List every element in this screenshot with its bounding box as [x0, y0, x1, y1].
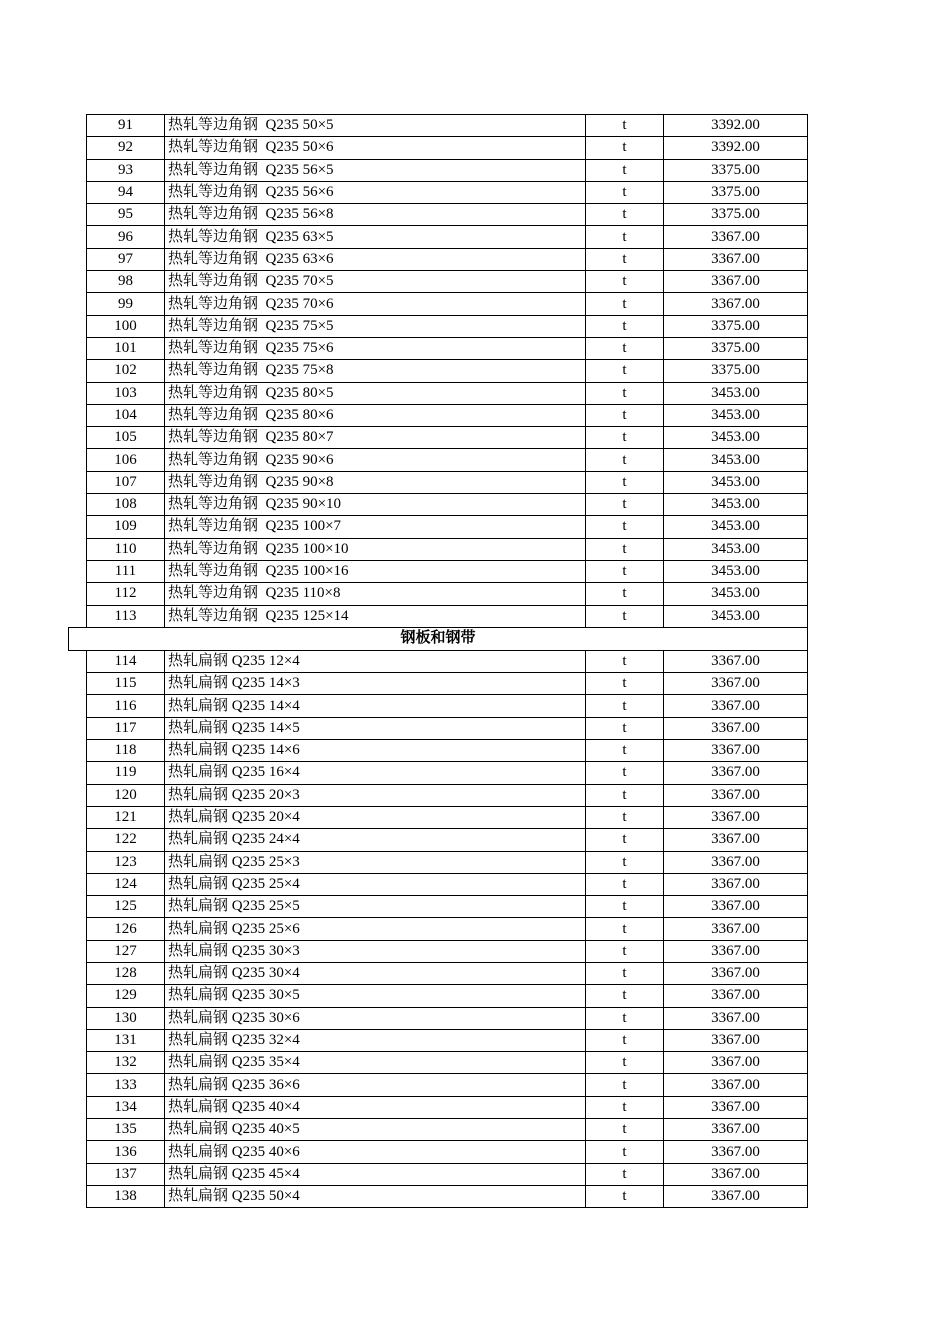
row-description-cell: 热轧等边角钢 Q235 100×10 [165, 538, 586, 560]
table-row [69, 806, 808, 828]
row-description-cell: 热轧扁钢 Q235 25×5 [165, 896, 586, 918]
row-price-cell: 3367.00 [664, 1163, 808, 1185]
row-number-cell: 99 [87, 293, 165, 315]
row-description-cell: 热轧等边角钢 Q235 50×6 [165, 137, 586, 159]
row-price-cell: 3375.00 [664, 337, 808, 359]
row-unit-cell: t [586, 1119, 664, 1141]
row-unit-cell: t [586, 494, 664, 516]
row-description-cell: 热轧等边角钢 Q235 100×7 [165, 516, 586, 538]
row-description-cell: 热轧扁钢 Q235 40×4 [165, 1096, 586, 1118]
table-row [69, 605, 808, 627]
row-unit-cell: t [586, 1029, 664, 1051]
table-row [69, 1029, 808, 1051]
row-number-cell: 126 [87, 918, 165, 940]
table-row [69, 673, 808, 695]
table-row [69, 226, 808, 248]
row-description-cell: 热轧等边角钢 Q235 56×6 [165, 181, 586, 203]
row-price-cell: 3367.00 [664, 673, 808, 695]
row-unit-cell: t [586, 560, 664, 582]
row-description-cell: 热轧扁钢 Q235 30×6 [165, 1007, 586, 1029]
row-description-cell: 热轧等边角钢 Q235 125×14 [165, 605, 586, 627]
row-unit-cell: t [586, 404, 664, 426]
row-left-spacer [69, 985, 87, 1007]
row-price-cell: 3367.00 [664, 271, 808, 293]
section-header-label: 钢板和钢带 [69, 627, 808, 650]
table-row [69, 449, 808, 471]
row-number-cell: 109 [87, 516, 165, 538]
row-price-cell: 3367.00 [664, 248, 808, 270]
row-number-cell: 100 [87, 315, 165, 337]
row-description-cell: 热轧等边角钢 Q235 75×6 [165, 337, 586, 359]
table-row [69, 404, 808, 426]
row-description-cell: 热轧等边角钢 Q235 80×5 [165, 382, 586, 404]
row-description-cell: 热轧扁钢 Q235 12×4 [165, 650, 586, 672]
row-left-spacer [69, 940, 87, 962]
table-row [69, 471, 808, 493]
row-price-cell: 3367.00 [664, 1052, 808, 1074]
row-description-cell: 热轧扁钢 Q235 50×4 [165, 1185, 586, 1207]
table-row [69, 873, 808, 895]
row-unit-cell: t [586, 181, 664, 203]
table-row [69, 1052, 808, 1074]
row-price-cell: 3453.00 [664, 605, 808, 627]
price-table [68, 114, 808, 1208]
row-description-cell: 热轧扁钢 Q235 25×3 [165, 851, 586, 873]
table-row [69, 248, 808, 270]
row-price-cell: 3367.00 [664, 1074, 808, 1096]
row-price-cell: 3453.00 [664, 382, 808, 404]
row-left-spacer [69, 962, 87, 984]
row-description-cell: 热轧扁钢 Q235 14×6 [165, 740, 586, 762]
row-number-cell: 119 [87, 762, 165, 784]
row-unit-cell: t [586, 516, 664, 538]
row-price-cell: 3453.00 [664, 494, 808, 516]
row-unit-cell: t [586, 271, 664, 293]
row-price-cell: 3367.00 [664, 1029, 808, 1051]
table-row [69, 159, 808, 181]
row-price-cell: 3367.00 [664, 784, 808, 806]
row-unit-cell: t [586, 985, 664, 1007]
row-number-cell: 97 [87, 248, 165, 270]
row-number-cell: 102 [87, 360, 165, 382]
table-row [69, 494, 808, 516]
table-row [69, 315, 808, 337]
row-left-spacer [69, 873, 87, 895]
row-price-cell: 3367.00 [664, 940, 808, 962]
row-number-cell: 125 [87, 896, 165, 918]
row-description-cell: 热轧等边角钢 Q235 56×8 [165, 204, 586, 226]
row-number-cell: 133 [87, 1074, 165, 1096]
table-row [69, 829, 808, 851]
row-left-spacer [69, 650, 87, 672]
row-left-spacer [69, 695, 87, 717]
row-description-cell: 热轧等边角钢 Q235 110×8 [165, 583, 586, 605]
row-unit-cell: t [586, 360, 664, 382]
row-number-cell: 124 [87, 873, 165, 895]
table-row [69, 1141, 808, 1163]
row-price-cell: 3367.00 [664, 1096, 808, 1118]
row-left-spacer [69, 1096, 87, 1118]
row-number-cell: 135 [87, 1119, 165, 1141]
row-number-cell: 130 [87, 1007, 165, 1029]
row-price-cell: 3367.00 [664, 293, 808, 315]
table-row [69, 851, 808, 873]
row-description-cell: 热轧等边角钢 Q235 63×5 [165, 226, 586, 248]
table-row [69, 762, 808, 784]
row-unit-cell: t [586, 226, 664, 248]
row-left-spacer [69, 851, 87, 873]
row-left-spacer [69, 1141, 87, 1163]
row-left-spacer [69, 829, 87, 851]
row-unit-cell: t [586, 1163, 664, 1185]
row-price-cell: 3367.00 [664, 740, 808, 762]
row-left-spacer [69, 1119, 87, 1141]
table-row [69, 717, 808, 739]
row-number-cell: 117 [87, 717, 165, 739]
row-unit-cell: t [586, 717, 664, 739]
row-description-cell: 热轧扁钢 Q235 20×3 [165, 784, 586, 806]
row-number-cell: 93 [87, 159, 165, 181]
row-left-spacer [69, 315, 87, 337]
table-row [69, 650, 808, 672]
row-price-cell: 3367.00 [664, 806, 808, 828]
table-row [69, 560, 808, 582]
row-unit-cell: t [586, 248, 664, 270]
row-left-spacer [69, 115, 87, 137]
row-price-cell: 3453.00 [664, 538, 808, 560]
row-description-cell: 热轧扁钢 Q235 30×3 [165, 940, 586, 962]
row-price-cell: 3453.00 [664, 516, 808, 538]
row-price-cell: 3392.00 [664, 137, 808, 159]
row-unit-cell: t [586, 382, 664, 404]
row-unit-cell: t [586, 159, 664, 181]
row-unit-cell: t [586, 1007, 664, 1029]
row-description-cell: 热轧扁钢 Q235 14×3 [165, 673, 586, 695]
row-description-cell: 热轧等边角钢 Q235 75×8 [165, 360, 586, 382]
row-unit-cell: t [586, 1096, 664, 1118]
row-unit-cell: t [586, 695, 664, 717]
row-number-cell: 98 [87, 271, 165, 293]
row-price-cell: 3367.00 [664, 1119, 808, 1141]
row-description-cell: 热轧等边角钢 Q235 70×5 [165, 271, 586, 293]
row-price-cell: 3367.00 [664, 695, 808, 717]
row-left-spacer [69, 293, 87, 315]
table-row [69, 896, 808, 918]
row-description-cell: 热轧等边角钢 Q235 50×5 [165, 115, 586, 137]
table-row [69, 271, 808, 293]
row-number-cell: 92 [87, 137, 165, 159]
table-row [69, 940, 808, 962]
row-left-spacer [69, 337, 87, 359]
table-row [69, 337, 808, 359]
row-left-spacer [69, 382, 87, 404]
table-row [69, 1185, 808, 1207]
row-number-cell: 101 [87, 337, 165, 359]
row-number-cell: 118 [87, 740, 165, 762]
row-unit-cell: t [586, 115, 664, 137]
row-price-cell: 3453.00 [664, 583, 808, 605]
row-left-spacer [69, 762, 87, 784]
row-price-cell: 3367.00 [664, 226, 808, 248]
row-left-spacer [69, 673, 87, 695]
table-row [69, 918, 808, 940]
row-price-cell: 3375.00 [664, 360, 808, 382]
row-left-spacer [69, 1052, 87, 1074]
row-unit-cell: t [586, 605, 664, 627]
row-description-cell: 热轧扁钢 Q235 20×4 [165, 806, 586, 828]
row-left-spacer [69, 583, 87, 605]
row-description-cell: 热轧扁钢 Q235 16×4 [165, 762, 586, 784]
row-unit-cell: t [586, 1185, 664, 1207]
row-unit-cell: t [586, 449, 664, 471]
row-unit-cell: t [586, 918, 664, 940]
row-number-cell: 94 [87, 181, 165, 203]
row-unit-cell: t [586, 873, 664, 895]
row-left-spacer [69, 1074, 87, 1096]
row-description-cell: 热轧等边角钢 Q235 90×6 [165, 449, 586, 471]
table-row [69, 1074, 808, 1096]
row-left-spacer [69, 271, 87, 293]
row-number-cell: 113 [87, 605, 165, 627]
row-description-cell: 热轧扁钢 Q235 24×4 [165, 829, 586, 851]
row-number-cell: 137 [87, 1163, 165, 1185]
table-row [69, 204, 808, 226]
row-unit-cell: t [586, 784, 664, 806]
row-left-spacer [69, 137, 87, 159]
row-description-cell: 热轧扁钢 Q235 32×4 [165, 1029, 586, 1051]
price-table-body [69, 115, 808, 1208]
row-unit-cell: t [586, 137, 664, 159]
row-unit-cell: t [586, 204, 664, 226]
row-number-cell: 129 [87, 985, 165, 1007]
row-left-spacer [69, 740, 87, 762]
table-row [69, 784, 808, 806]
row-price-cell: 3367.00 [664, 896, 808, 918]
row-description-cell: 热轧扁钢 Q235 14×5 [165, 717, 586, 739]
row-number-cell: 108 [87, 494, 165, 516]
table-row [69, 516, 808, 538]
row-left-spacer [69, 717, 87, 739]
table-row [69, 962, 808, 984]
row-unit-cell: t [586, 762, 664, 784]
row-left-spacer [69, 896, 87, 918]
table-row [69, 538, 808, 560]
row-left-spacer [69, 516, 87, 538]
row-left-spacer [69, 204, 87, 226]
row-number-cell: 128 [87, 962, 165, 984]
row-number-cell: 96 [87, 226, 165, 248]
row-left-spacer [69, 494, 87, 516]
row-left-spacer [69, 1185, 87, 1207]
row-price-cell: 3367.00 [664, 829, 808, 851]
row-description-cell: 热轧扁钢 Q235 14×4 [165, 695, 586, 717]
row-price-cell: 3375.00 [664, 181, 808, 203]
row-number-cell: 95 [87, 204, 165, 226]
row-price-cell: 3367.00 [664, 985, 808, 1007]
row-number-cell: 105 [87, 427, 165, 449]
row-description-cell: 热轧扁钢 Q235 45×4 [165, 1163, 586, 1185]
row-description-cell: 热轧等边角钢 Q235 80×6 [165, 404, 586, 426]
row-price-cell: 3367.00 [664, 1007, 808, 1029]
row-left-spacer [69, 784, 87, 806]
row-price-cell: 3367.00 [664, 717, 808, 739]
row-left-spacer [69, 1007, 87, 1029]
row-description-cell: 热轧扁钢 Q235 35×4 [165, 1052, 586, 1074]
row-number-cell: 104 [87, 404, 165, 426]
row-price-cell: 3367.00 [664, 1185, 808, 1207]
row-left-spacer [69, 806, 87, 828]
table-row [69, 1119, 808, 1141]
table-row [69, 583, 808, 605]
row-left-spacer [69, 471, 87, 493]
row-price-cell: 3367.00 [664, 1141, 808, 1163]
row-unit-cell: t [586, 538, 664, 560]
table-row [69, 360, 808, 382]
row-left-spacer [69, 360, 87, 382]
row-number-cell: 121 [87, 806, 165, 828]
row-number-cell: 138 [87, 1185, 165, 1207]
row-unit-cell: t [586, 583, 664, 605]
row-number-cell: 107 [87, 471, 165, 493]
row-price-cell: 3453.00 [664, 449, 808, 471]
row-unit-cell: t [586, 337, 664, 359]
row-description-cell: 热轧等边角钢 Q235 63×6 [165, 248, 586, 270]
row-unit-cell: t [586, 315, 664, 337]
row-left-spacer [69, 918, 87, 940]
row-unit-cell: t [586, 650, 664, 672]
row-description-cell: 热轧等边角钢 Q235 80×7 [165, 427, 586, 449]
row-description-cell: 热轧等边角钢 Q235 75×5 [165, 315, 586, 337]
row-description-cell: 热轧扁钢 Q235 40×5 [165, 1119, 586, 1141]
row-number-cell: 123 [87, 851, 165, 873]
table-row [69, 181, 808, 203]
row-description-cell: 热轧等边角钢 Q235 90×10 [165, 494, 586, 516]
row-left-spacer [69, 248, 87, 270]
row-left-spacer [69, 181, 87, 203]
table-row [69, 1096, 808, 1118]
row-description-cell: 热轧扁钢 Q235 25×4 [165, 873, 586, 895]
row-price-cell: 3367.00 [664, 650, 808, 672]
row-price-cell: 3375.00 [664, 204, 808, 226]
row-price-cell: 3453.00 [664, 471, 808, 493]
row-left-spacer [69, 427, 87, 449]
table-row [69, 382, 808, 404]
table-row [69, 740, 808, 762]
row-number-cell: 127 [87, 940, 165, 962]
row-number-cell: 116 [87, 695, 165, 717]
row-description-cell: 热轧扁钢 Q235 30×5 [165, 985, 586, 1007]
row-unit-cell: t [586, 1074, 664, 1096]
row-number-cell: 114 [87, 650, 165, 672]
row-price-cell: 3453.00 [664, 427, 808, 449]
row-unit-cell: t [586, 806, 664, 828]
row-description-cell: 热轧等边角钢 Q235 70×6 [165, 293, 586, 315]
row-number-cell: 103 [87, 382, 165, 404]
row-description-cell: 热轧扁钢 Q235 40×6 [165, 1141, 586, 1163]
row-price-cell: 3367.00 [664, 962, 808, 984]
table-row [69, 1163, 808, 1185]
row-price-cell: 3367.00 [664, 762, 808, 784]
row-unit-cell: t [586, 740, 664, 762]
row-description-cell: 热轧等边角钢 Q235 100×16 [165, 560, 586, 582]
row-number-cell: 112 [87, 583, 165, 605]
table-row [69, 137, 808, 159]
row-price-cell: 3453.00 [664, 404, 808, 426]
table-row [69, 695, 808, 717]
row-price-cell: 3367.00 [664, 918, 808, 940]
table-row [69, 427, 808, 449]
row-left-spacer [69, 1029, 87, 1051]
row-left-spacer [69, 449, 87, 471]
row-left-spacer [69, 538, 87, 560]
row-left-spacer [69, 605, 87, 627]
row-price-cell: 3367.00 [664, 851, 808, 873]
row-unit-cell: t [586, 940, 664, 962]
table-row [69, 293, 808, 315]
row-number-cell: 110 [87, 538, 165, 560]
row-description-cell: 热轧等边角钢 Q235 56×5 [165, 159, 586, 181]
section-header-row [69, 627, 808, 650]
row-left-spacer [69, 226, 87, 248]
row-number-cell: 122 [87, 829, 165, 851]
row-number-cell: 91 [87, 115, 165, 137]
row-unit-cell: t [586, 427, 664, 449]
row-number-cell: 132 [87, 1052, 165, 1074]
row-description-cell: 热轧等边角钢 Q235 90×8 [165, 471, 586, 493]
row-unit-cell: t [586, 962, 664, 984]
row-unit-cell: t [586, 471, 664, 493]
table-row [69, 985, 808, 1007]
row-price-cell: 3375.00 [664, 315, 808, 337]
row-description-cell: 热轧扁钢 Q235 30×4 [165, 962, 586, 984]
row-unit-cell: t [586, 851, 664, 873]
row-left-spacer [69, 1163, 87, 1185]
table-row [69, 115, 808, 137]
row-number-cell: 115 [87, 673, 165, 695]
row-price-cell: 3392.00 [664, 115, 808, 137]
row-number-cell: 120 [87, 784, 165, 806]
row-unit-cell: t [586, 896, 664, 918]
row-number-cell: 136 [87, 1141, 165, 1163]
row-unit-cell: t [586, 829, 664, 851]
table-row [69, 1007, 808, 1029]
row-number-cell: 131 [87, 1029, 165, 1051]
row-price-cell: 3453.00 [664, 560, 808, 582]
row-unit-cell: t [586, 1141, 664, 1163]
row-unit-cell: t [586, 1052, 664, 1074]
row-description-cell: 热轧扁钢 Q235 25×6 [165, 918, 586, 940]
row-number-cell: 111 [87, 560, 165, 582]
row-number-cell: 106 [87, 449, 165, 471]
row-price-cell: 3375.00 [664, 159, 808, 181]
row-unit-cell: t [586, 673, 664, 695]
row-description-cell: 热轧扁钢 Q235 36×6 [165, 1074, 586, 1096]
row-unit-cell: t [586, 293, 664, 315]
row-price-cell: 3367.00 [664, 873, 808, 895]
row-left-spacer [69, 159, 87, 181]
row-left-spacer [69, 404, 87, 426]
row-left-spacer [69, 560, 87, 582]
row-number-cell: 134 [87, 1096, 165, 1118]
